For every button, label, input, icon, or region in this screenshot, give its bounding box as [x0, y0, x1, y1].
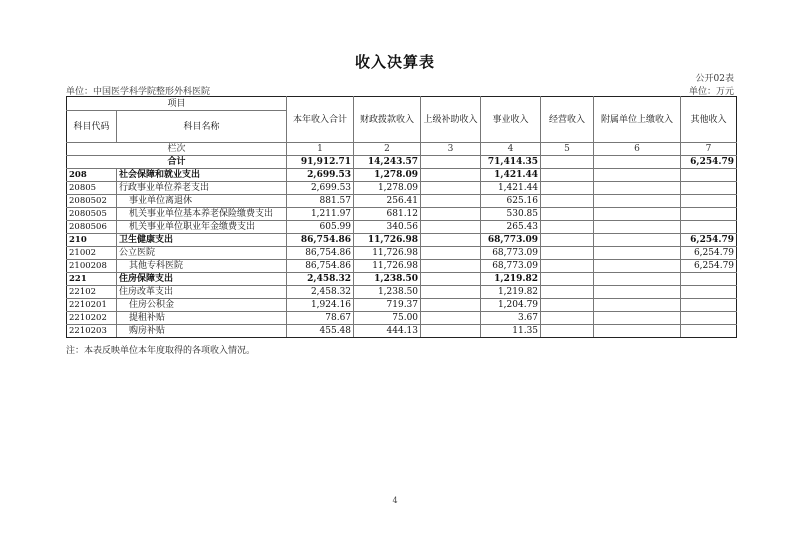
amount-cell [594, 195, 681, 208]
subject-name: 提租补贴 [117, 312, 287, 325]
subject-code: 20805 [67, 182, 117, 195]
total-label: 合计 [67, 156, 287, 169]
amount-cell: 86,754.86 [287, 260, 354, 273]
amount-cell [594, 299, 681, 312]
amount-cell [421, 247, 481, 260]
seq-4: 4 [481, 143, 541, 156]
header-col-2: 财政拨款收入 [354, 97, 421, 143]
table-row [67, 169, 737, 182]
amount-cell: 719.37 [354, 299, 421, 312]
amount-cell: 1,211.97 [287, 208, 354, 221]
amount-cell: 86,754.86 [287, 234, 354, 247]
total-value [541, 156, 594, 169]
seq-7: 7 [681, 143, 737, 156]
amount-cell: 11,726.98 [354, 260, 421, 273]
subject-name: 公立医院 [117, 247, 287, 260]
subject-code: 22102 [67, 286, 117, 299]
amount-cell [421, 299, 481, 312]
table-row [67, 299, 737, 312]
amount-cell: 6,254.79 [681, 260, 737, 273]
amount-cell [681, 195, 737, 208]
total-value [421, 156, 481, 169]
header-col-5: 经营收入 [541, 97, 594, 143]
amount-cell: 265.43 [481, 221, 541, 234]
amount-cell: 3.67 [481, 312, 541, 325]
seq-5: 5 [541, 143, 594, 156]
seq-6: 6 [594, 143, 681, 156]
amount-cell: 1,278.09 [354, 169, 421, 182]
table-row [67, 325, 737, 338]
amount-cell [541, 286, 594, 299]
table-row [67, 234, 737, 247]
amount-cell [681, 286, 737, 299]
amount-cell [421, 195, 481, 208]
amount-cell [541, 195, 594, 208]
amount-cell [541, 221, 594, 234]
amount-cell: 75.00 [354, 312, 421, 325]
amount-cell [681, 169, 737, 182]
subject-name: 社会保障和就业支出 [117, 169, 287, 182]
amount-cell: 1,238.50 [354, 286, 421, 299]
table-row [67, 208, 737, 221]
subject-code: 21002 [67, 247, 117, 260]
amount-cell [594, 260, 681, 273]
form-code: 公开02表 [695, 74, 734, 84]
subject-name: 机关事业单位基本养老保险缴费支出 [117, 208, 287, 221]
amount-cell [681, 208, 737, 221]
subject-name: 行政事业单位养老支出 [117, 182, 287, 195]
amount-cell: 455.48 [287, 325, 354, 338]
header-col-4: 事业收入 [481, 97, 541, 143]
amount-cell [541, 325, 594, 338]
table-row [67, 182, 737, 195]
amount-cell [594, 273, 681, 286]
amount-cell [541, 208, 594, 221]
amount-cell [681, 299, 737, 312]
currency-unit: 单位：万元 [688, 87, 734, 97]
amount-cell: 530.85 [481, 208, 541, 221]
page-number: 4 [392, 496, 398, 505]
total-value: 14,243.57 [354, 156, 421, 169]
table-row [67, 260, 737, 273]
table-row [67, 286, 737, 299]
subject-name: 住房公积金 [117, 299, 287, 312]
subject-code: 2210201 [67, 299, 117, 312]
subject-name: 住房保障支出 [117, 273, 287, 286]
header-name: 科目名称 [117, 111, 287, 143]
amount-cell: 11.35 [481, 325, 541, 338]
amount-cell: 625.16 [481, 195, 541, 208]
table-row [67, 312, 737, 325]
header-project: 项目 [67, 97, 287, 111]
amount-cell [594, 312, 681, 325]
subject-code: 2210202 [67, 312, 117, 325]
amount-cell [541, 260, 594, 273]
amount-cell [594, 247, 681, 260]
amount-cell [421, 208, 481, 221]
amount-cell: 1,421.44 [481, 169, 541, 182]
amount-cell [594, 325, 681, 338]
amount-cell [541, 273, 594, 286]
amount-cell [421, 260, 481, 273]
seq-row [67, 143, 737, 156]
amount-cell: 78.67 [287, 312, 354, 325]
header-code: 科目代码 [67, 111, 117, 143]
amount-cell: 444.13 [354, 325, 421, 338]
amount-cell [421, 182, 481, 195]
header-col-1: 本年收入合计 [287, 97, 354, 143]
header-col-7: 其他收入 [681, 97, 737, 143]
table-row [67, 221, 737, 234]
amount-cell: 1,421.44 [481, 182, 541, 195]
amount-cell [594, 286, 681, 299]
subject-name: 卫生健康支出 [117, 234, 287, 247]
document-title: 收入决算表 [354, 53, 435, 71]
amount-cell [541, 247, 594, 260]
seq-2: 2 [354, 143, 421, 156]
table-row [67, 247, 737, 260]
amount-cell: 881.57 [287, 195, 354, 208]
amount-cell [541, 234, 594, 247]
total-value: 91,912.71 [287, 156, 354, 169]
amount-cell: 1,278.09 [354, 182, 421, 195]
amount-cell: 11,726.98 [354, 234, 421, 247]
amount-cell: 2,458.32 [287, 273, 354, 286]
subject-code: 221 [67, 273, 117, 286]
amount-cell [541, 182, 594, 195]
amount-cell: 68,773.09 [481, 234, 541, 247]
amount-cell: 86,754.86 [287, 247, 354, 260]
total-value: 6,254.79 [681, 156, 737, 169]
amount-cell [681, 312, 737, 325]
amount-cell: 68,773.09 [481, 247, 541, 260]
subject-name: 其他专科医院 [117, 260, 287, 273]
amount-cell [541, 169, 594, 182]
header-col-6: 附属单位上缴收入 [594, 97, 681, 143]
amount-cell: 681.12 [354, 208, 421, 221]
amount-cell: 2,458.32 [287, 286, 354, 299]
seq-1: 1 [287, 143, 354, 156]
subject-code: 2080505 [67, 208, 117, 221]
amount-cell: 340.56 [354, 221, 421, 234]
amount-cell [681, 221, 737, 234]
amount-cell [681, 182, 737, 195]
subject-code: 2080506 [67, 221, 117, 234]
amount-cell: 2,699.53 [287, 182, 354, 195]
amount-cell [681, 273, 737, 286]
subject-name: 住房改革支出 [117, 286, 287, 299]
amount-cell [421, 221, 481, 234]
seq-label: 栏次 [67, 143, 287, 156]
amount-cell [421, 286, 481, 299]
amount-cell [421, 234, 481, 247]
amount-cell: 2,699.53 [287, 169, 354, 182]
subject-name: 机关事业单位职业年金缴费支出 [117, 221, 287, 234]
amount-cell [421, 312, 481, 325]
subject-code: 2210203 [67, 325, 117, 338]
amount-cell: 6,254.79 [681, 234, 737, 247]
amount-cell [594, 169, 681, 182]
amount-cell [594, 182, 681, 195]
amount-cell [541, 312, 594, 325]
amount-cell: 1,238.50 [354, 273, 421, 286]
amount-cell: 1,219.82 [481, 286, 541, 299]
amount-cell: 1,924.16 [287, 299, 354, 312]
table-note: 注：本表反映单位本年度取得的各项收入情况。 [66, 346, 256, 356]
total-value: 71,414.35 [481, 156, 541, 169]
amount-cell: 256.41 [354, 195, 421, 208]
amount-cell [421, 169, 481, 182]
amount-cell [594, 221, 681, 234]
subject-code: 2100208 [67, 260, 117, 273]
subject-code: 208 [67, 169, 117, 182]
income-table [66, 96, 737, 338]
amount-cell: 1,204.79 [481, 299, 541, 312]
subject-code: 2080502 [67, 195, 117, 208]
subject-code: 210 [67, 234, 117, 247]
amount-cell [681, 325, 737, 338]
amount-cell: 11,726.98 [354, 247, 421, 260]
table-row [67, 273, 737, 286]
amount-cell [421, 325, 481, 338]
subject-name: 事业单位离退休 [117, 195, 287, 208]
amount-cell: 1,219.82 [481, 273, 541, 286]
amount-cell [541, 299, 594, 312]
reporting-unit: 单位：中国医学科学院整形外科医院 [66, 87, 211, 97]
total-value [594, 156, 681, 169]
amount-cell [421, 273, 481, 286]
amount-cell: 68,773.09 [481, 260, 541, 273]
amount-cell [594, 208, 681, 221]
amount-cell: 605.99 [287, 221, 354, 234]
amount-cell: 6,254.79 [681, 247, 737, 260]
table-row [67, 195, 737, 208]
subject-name: 购房补贴 [117, 325, 287, 338]
total-row [67, 156, 737, 169]
seq-3: 3 [421, 143, 481, 156]
amount-cell [594, 234, 681, 247]
header-col-3: 上级补助收入 [421, 97, 481, 143]
